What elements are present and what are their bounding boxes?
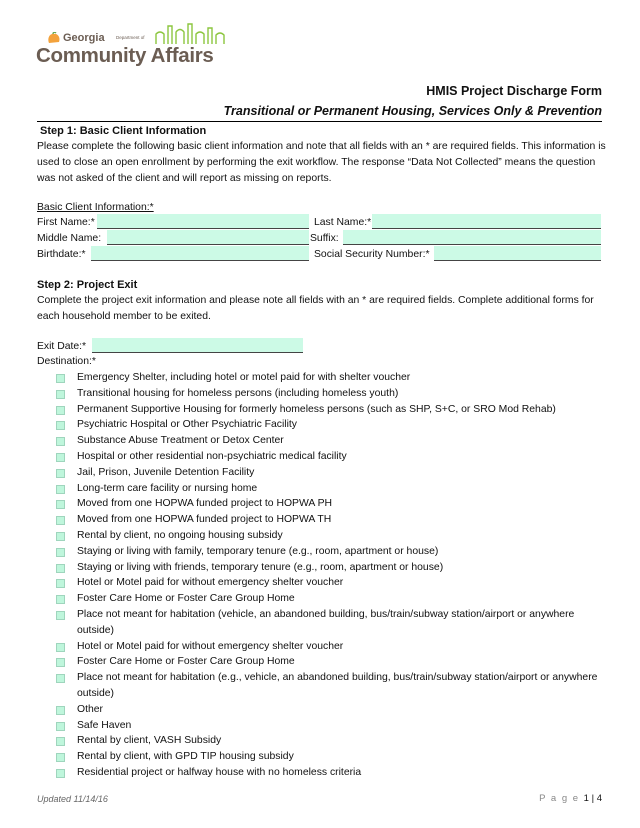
form-title: HMIS Project Discharge Form — [426, 84, 602, 98]
destination-label: Destination:* — [37, 356, 96, 367]
destination-checkbox[interactable] — [56, 406, 65, 415]
destination-option[interactable] — [56, 718, 604, 734]
destination-option-label: Transitional housing for homeless persons (including homeless youth) — [77, 387, 399, 399]
destination-checkbox[interactable] — [56, 706, 65, 715]
destination-option[interactable] — [56, 749, 604, 765]
destination-option[interactable] — [56, 702, 604, 718]
logo-department-text: Department of — [116, 35, 145, 40]
destination-checkbox[interactable] — [56, 516, 65, 525]
destination-option-label: Rental by client, no ongoing housing subsidy — [77, 529, 283, 541]
destination-option-label: Staying or living with friends, temporary tenure (e.g., room, apartment or house) — [77, 561, 444, 573]
destination-checkbox[interactable] — [56, 595, 65, 604]
dca-logo — [36, 22, 226, 72]
form-subtitle: Transitional or Permanent Housing, Services Only & Prevention — [223, 104, 602, 118]
destination-checkbox[interactable] — [56, 769, 65, 778]
destination-checkbox[interactable] — [56, 437, 65, 446]
destination-option[interactable] — [56, 591, 604, 607]
destination-checkbox[interactable] — [56, 453, 65, 462]
step1-intro: Please complete the following basic client information and note that all fields with an * are required fields. This information is used to close an open enrollment by performing the exit workflow. The response “Data Not Collected” means the question was not asked of the client and will report as missing on reports. — [37, 141, 606, 184]
first-name-field[interactable] — [97, 214, 309, 229]
destination-checkbox[interactable] — [56, 532, 65, 541]
page-word: P a g e — [539, 793, 580, 804]
destination-option-label: Place not meant for habitation (vehicle, an abandoned building, bus/train/subway station/airport or anywhere outside) — [77, 608, 575, 636]
destination-option[interactable] — [56, 639, 604, 655]
suffix-field[interactable] — [343, 230, 601, 245]
destination-checkbox[interactable] — [56, 485, 65, 494]
destination-option[interactable] — [56, 528, 604, 544]
destination-option[interactable] — [56, 496, 604, 512]
destination-option[interactable] — [56, 670, 604, 702]
destination-option[interactable] — [56, 654, 604, 670]
destination-option[interactable] — [56, 544, 604, 560]
destination-option-label: Rental by client, VASH Subsidy — [77, 735, 222, 747]
destination-option-label: Staying or living with family, temporary tenure (e.g., room, apartment or house) — [77, 545, 439, 557]
destination-checkbox[interactable] — [56, 564, 65, 573]
step2-title: Step 2: Project Exit — [37, 279, 138, 291]
destination-option-label: Foster Care Home or Foster Care Group Home — [77, 593, 295, 605]
destination-checkbox[interactable] — [56, 737, 65, 746]
destination-option-label: Hospital or other residential non-psychiatric medical facility — [77, 450, 347, 462]
destination-option-label: Hotel or Motel paid for without emergency shelter voucher — [77, 640, 344, 652]
page-indicator — [539, 793, 602, 804]
destination-option-label: Emergency Shelter, including hotel or motel paid for with shelter voucher — [77, 372, 411, 383]
last-name-field[interactable] — [372, 214, 601, 229]
destination-option-label: Permanent Supportive Housing for formerly homeless persons (such as SHP, S+C, or SRO Mod Rehab) — [77, 403, 556, 415]
destination-checkbox[interactable] — [56, 390, 65, 399]
destination-checkbox[interactable] — [56, 643, 65, 652]
last-name-label: Last Name:* — [314, 217, 372, 228]
destination-option[interactable] — [56, 449, 604, 465]
destination-list — [56, 370, 604, 781]
destination-option-label: Hotel or Motel paid for without emergency shelter voucher — [77, 577, 344, 589]
logo-community-affairs-text: Community Affairs — [36, 44, 214, 67]
destination-option[interactable] — [56, 733, 604, 749]
ssn-field[interactable] — [434, 246, 601, 261]
destination-option[interactable] — [56, 575, 604, 591]
destination-option[interactable] — [56, 560, 604, 576]
destination-checkbox[interactable] — [56, 374, 65, 383]
destination-option[interactable] — [56, 481, 604, 497]
destination-checkbox[interactable] — [56, 500, 65, 509]
destination-option[interactable] — [56, 370, 604, 386]
ssn-label: Social Security Number:* — [314, 249, 430, 260]
destination-option-label: Moved from one HOPWA funded project to HOPWA PH — [77, 498, 333, 510]
basic-info-subheading: Basic Client Information:* — [37, 202, 154, 213]
destination-checkbox[interactable] — [56, 611, 65, 620]
destination-checkbox[interactable] — [56, 421, 65, 430]
destination-option-label: Place not meant for habitation (e.g., vehicle, an abandoned building, bus/train/subway station/airport or anywhere outside) — [77, 672, 598, 699]
destination-checkbox[interactable] — [56, 753, 65, 762]
suffix-label: Suffix: — [310, 233, 339, 244]
title-divider — [37, 121, 602, 122]
destination-option-label: Long-term care facility or nursing home — [77, 482, 258, 494]
destination-option-label: Foster Care Home or Foster Care Group Home — [77, 656, 295, 668]
middle-name-field[interactable] — [107, 230, 309, 245]
destination-checkbox[interactable] — [56, 674, 65, 683]
destination-checkbox[interactable] — [56, 548, 65, 557]
exit-date-field[interactable] — [92, 338, 303, 353]
peach-icon — [47, 32, 61, 44]
destination-checkbox[interactable] — [56, 469, 65, 478]
destination-option-label: Jail, Prison, Juvenile Detention Facility — [77, 466, 255, 478]
updated-date: Updated 11/14/16 — [37, 794, 108, 804]
destination-checkbox[interactable] — [56, 722, 65, 731]
destination-option-label: Rental by client, with GPD TIP housing subsidy — [77, 751, 294, 763]
destination-option[interactable] — [56, 386, 604, 402]
page-number: 1 | 4 — [583, 793, 602, 804]
destination-option[interactable] — [56, 465, 604, 481]
logo-georgia-text: Georgia — [63, 32, 105, 44]
birthdate-field[interactable] — [91, 246, 309, 261]
destination-option-label: Safe Haven — [77, 719, 132, 731]
destination-option-label: Moved from one HOPWA funded project to HOPWA TH — [77, 514, 332, 526]
destination-option[interactable] — [56, 433, 604, 449]
step1-title: Step 1: Basic Client Information — [40, 125, 207, 137]
destination-option[interactable] — [56, 607, 604, 639]
exit-date-label: Exit Date:* — [37, 341, 87, 352]
destination-option-label: Substance Abuse Treatment or Detox Center — [77, 435, 284, 447]
destination-checkbox[interactable] — [56, 658, 65, 667]
step2-intro: Complete the project exit information and please note all fields with an * are required fields. Complete additional forms for each household member to be exited. — [37, 295, 594, 322]
destination-option[interactable] — [56, 402, 604, 418]
destination-checkbox[interactable] — [56, 579, 65, 588]
first-name-label: First Name:* — [37, 217, 95, 228]
middle-name-label: Middle Name: — [37, 233, 102, 244]
birthdate-label: Birthdate:* — [37, 249, 86, 260]
destination-option-label: Residential project or halfway house with no homeless criteria — [77, 766, 362, 778]
destination-option-label: Psychiatric Hospital or Other Psychiatric Facility — [77, 419, 297, 431]
skyline-icon — [154, 22, 226, 44]
destination-option[interactable] — [56, 765, 604, 781]
destination-option[interactable] — [56, 417, 604, 433]
destination-option[interactable] — [56, 512, 604, 528]
destination-option-label: Other — [77, 703, 103, 715]
